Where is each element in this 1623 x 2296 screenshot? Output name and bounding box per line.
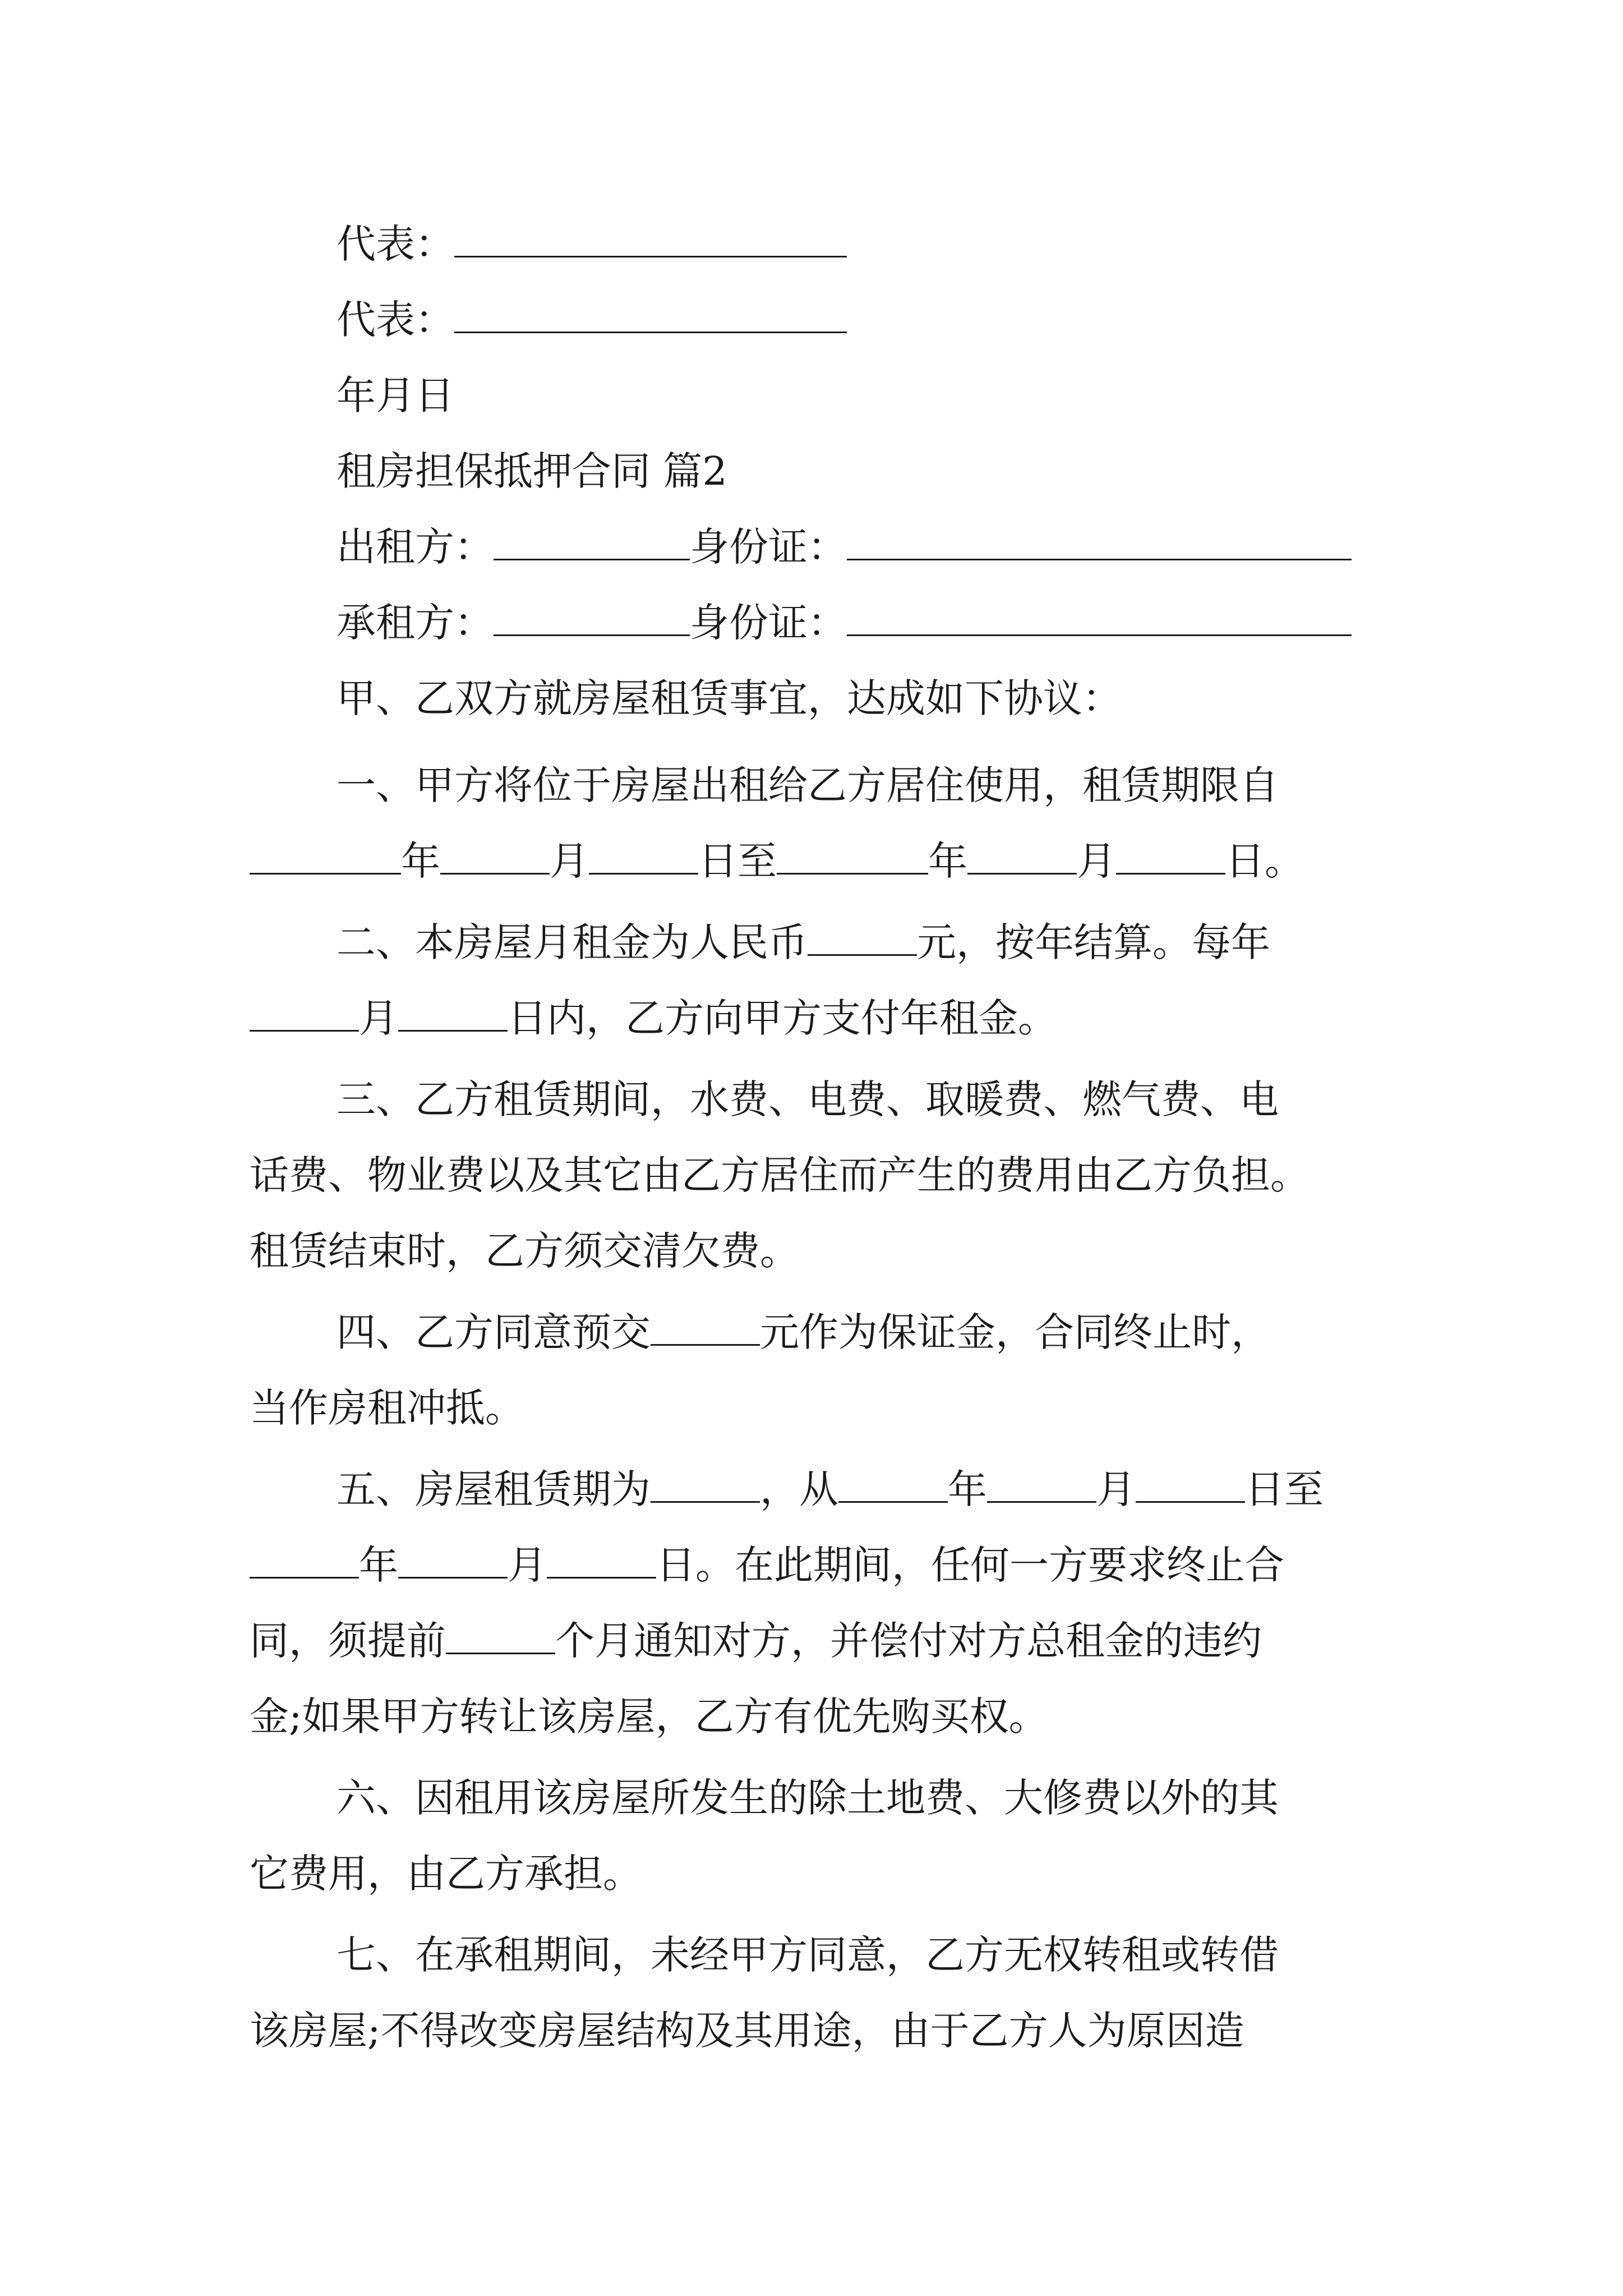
clause4-text: 元作为保证金，合同终止时，	[760, 1309, 1270, 1355]
month-blank	[987, 1466, 1096, 1503]
clause5-text: 个月通知对方，并偿付对方总租金的违约	[555, 1618, 1262, 1664]
clause5-text: 五、房屋租赁期为	[336, 1466, 651, 1512]
id-number-blank	[847, 524, 1352, 560]
month-blank	[440, 838, 550, 875]
lessee-label: 承租方：	[336, 600, 494, 646]
month-label: 月	[359, 995, 398, 1041]
clause4-text: 四、乙方同意预交	[336, 1309, 651, 1355]
day-to-label: 日至	[1245, 1466, 1324, 1512]
section-title: 租房担保抵押合同 篇2	[336, 448, 727, 494]
year-label: 年	[401, 838, 440, 884]
clause4-line1	[336, 1307, 1270, 1358]
lessee-line	[336, 597, 1352, 648]
month-blank	[250, 995, 359, 1032]
clause3-line3: 租赁结束时，乙方须交清欠费。	[250, 1228, 799, 1274]
month-blank	[967, 838, 1077, 875]
intro-paragraph: 甲、乙双方就房屋租赁事宜，达成如下协议：	[336, 675, 1122, 721]
clause5-line1	[336, 1464, 1324, 1515]
rent-amount-blank	[808, 919, 917, 956]
clause1-line1: 一、甲方将位于房屋出租给乙方居住使用，租赁期限自	[336, 762, 1279, 808]
lessee-name-blank	[494, 600, 690, 636]
clause3-line1: 三、乙方租赁期间，水费、电费、取暖费、燃气费、电	[336, 1076, 1279, 1122]
clause2-text: 日内，乙方向甲方支付年租金。	[508, 995, 1057, 1041]
representative-line-2	[336, 295, 847, 345]
representative-label: 代表：	[336, 297, 454, 343]
month-label: 月	[1077, 838, 1116, 884]
clause7-line2: 该房屋;不得改变房屋结构及其用途，由于乙方人为原因造	[250, 2008, 1244, 2054]
clause5-text: 日。在此期间，任何一方要求终止合	[656, 1542, 1284, 1588]
month-blank	[398, 1542, 508, 1579]
year-blank	[250, 1542, 359, 1579]
notice-months-blank	[446, 1618, 555, 1654]
clause5-line3	[250, 1616, 1262, 1666]
clause2-line2	[250, 993, 1057, 1043]
year-label: 年	[359, 1542, 398, 1588]
id-label: 身份证：	[690, 600, 847, 646]
id-label: 身份证：	[690, 524, 847, 570]
year-label: 年	[928, 838, 967, 884]
clause4-line2: 当作房租冲抵。	[250, 1385, 524, 1431]
month-label: 月	[550, 838, 589, 884]
clause1-line2	[250, 836, 1304, 886]
clause2-text: 元，按年结算。每年	[917, 919, 1270, 965]
month-label: 月	[508, 1542, 547, 1588]
day-blank	[1116, 838, 1225, 875]
year-blank	[777, 838, 928, 875]
clause6-line2: 它费用，由乙方承担。	[250, 1851, 642, 1897]
id-number-blank	[847, 600, 1352, 636]
clause7-line1: 七、在承租期间，未经甲方同意，乙方无权转租或转借	[336, 1932, 1279, 1978]
clause5-line4: 金;如果甲方转让该房屋，乙方有优先购买权。	[250, 1694, 1048, 1740]
year-blank	[838, 1466, 948, 1503]
clause2-line1	[336, 917, 1270, 968]
year-label: 年	[948, 1466, 987, 1512]
month-label: 月	[1096, 1466, 1136, 1512]
lessor-name-blank	[494, 524, 690, 560]
day-blank	[589, 838, 698, 875]
day-blank	[1136, 1466, 1245, 1503]
term-blank	[651, 1466, 760, 1503]
clause2-text: 二、本房屋月租金为人民币	[336, 919, 808, 965]
day-to-label: 日至	[698, 838, 777, 884]
lessor-label: 出租方：	[336, 524, 494, 570]
clause5-text: ，从	[760, 1466, 838, 1512]
clause5-text: 同，须提前	[250, 1618, 446, 1664]
representative-line-1	[336, 219, 847, 269]
lessor-line	[336, 522, 1352, 572]
date-line: 年月日	[336, 372, 454, 418]
clause5-line2	[250, 1540, 1284, 1590]
representative-label: 代表：	[336, 221, 454, 267]
day-blank	[547, 1542, 656, 1579]
year-blank	[250, 838, 401, 875]
day-blank	[398, 995, 508, 1032]
clause6-line1: 六、因租用该房屋所发生的除土地费、大修费以外的其	[336, 1775, 1279, 1821]
day-end-label: 日。	[1225, 838, 1304, 884]
signature-blank	[454, 221, 847, 257]
deposit-blank	[651, 1309, 760, 1346]
signature-blank	[454, 297, 847, 333]
clause3-line2: 话费、物业费以及其它由乙方居住而产生的费用由乙方负担。	[250, 1152, 1310, 1198]
